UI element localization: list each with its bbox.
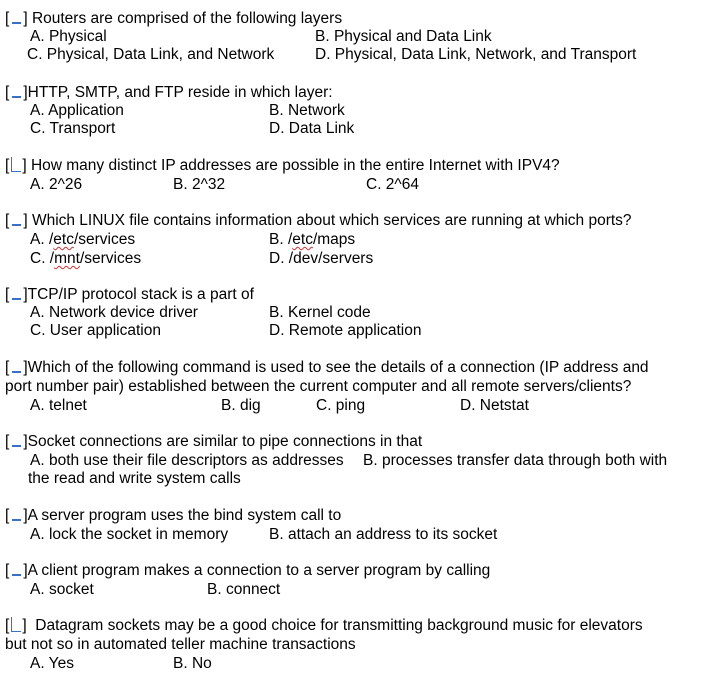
answer-blank-7[interactable] (11, 434, 22, 448)
question-6-prompt-continued: port number pair) established between the current computer and all remote servers/clients? (5, 378, 632, 395)
bracket-open: [ (5, 433, 10, 450)
question-10 (5, 617, 643, 635)
q3-option-c: C. 2^64 (366, 176, 419, 193)
q3-option-b: B. 2^32 (173, 176, 226, 193)
q2-option-b: B. Network (269, 102, 345, 119)
q6-option-c: C. ping (316, 397, 366, 414)
q1-option-c: C. Physical, Data Link, and Network (27, 46, 275, 63)
q1-option-d: D. Physical, Data Link, Network, and Transport (315, 46, 637, 63)
q6-option-a: A. telnet (30, 397, 87, 414)
question-1-prompt: Routers are comprised of the following layers (31, 10, 343, 27)
question-7-prompt: Socket connections are similar to pipe connections in that (27, 433, 423, 450)
q9-option-a: A. socket (30, 581, 94, 598)
answer-blank-4[interactable] (11, 213, 22, 227)
q5-option-b: B. Kernel code (269, 304, 371, 321)
question-2 (5, 84, 333, 102)
question-1 (5, 10, 342, 28)
q5-option-d: D. Remote application (269, 322, 422, 339)
q7-option-b: B. processes transfer data through both with (363, 452, 668, 469)
bracket-open: [ (5, 286, 10, 303)
bracket-open: [ (5, 617, 10, 634)
bracket-open: [ (5, 359, 10, 376)
q7-option-b-continued: the read and write system calls (28, 470, 241, 487)
question-4 (5, 212, 632, 230)
q8-option-b: B. attach an address to its socket (269, 526, 498, 543)
q2-option-a: A. Application (30, 102, 124, 119)
question-6 (5, 359, 649, 377)
q9-option-b: B. connect (207, 581, 281, 598)
bracket-close: ] (22, 617, 27, 634)
bracket-close: ] (23, 562, 28, 579)
bracket-close: ] (23, 507, 28, 524)
q4-option-b (269, 231, 355, 249)
q3-option-a: A. 2^26 (30, 176, 83, 193)
bracket-open: [ (5, 507, 10, 524)
answer-blank-8[interactable] (11, 508, 22, 522)
q4-option-c (30, 250, 141, 268)
q4-option-a (30, 231, 135, 249)
question-6-prompt: Which of the following command is used to see the details of a connection (IP address and (27, 359, 649, 376)
q4-option-c-suffix: /services (79, 250, 142, 267)
q6-option-b: B. dig (221, 397, 261, 414)
bracket-close: ] (23, 212, 28, 229)
question-9-prompt: A client program makes a connection to a server program by calling (27, 562, 491, 579)
q1-option-b: B. Physical and Data Link (315, 28, 492, 45)
q4-option-d: D. /dev/servers (269, 250, 374, 267)
q10-option-a: A. Yes (30, 655, 74, 672)
question-7 (5, 433, 422, 451)
q4-option-b-spellcheck-word: etc (292, 231, 313, 248)
q4-option-a-prefix: A. / (30, 231, 54, 248)
answer-blank-5[interactable] (11, 287, 22, 301)
bracket-open: [ (5, 84, 10, 101)
answer-blank-10[interactable] (11, 617, 21, 632)
bracket-close: ] (22, 157, 27, 174)
bracket-open: [ (5, 10, 10, 27)
question-5 (5, 286, 254, 304)
q4-option-c-spellcheck-word: mnt (54, 250, 80, 267)
question-10-prompt: Datagram sockets may be a good choice for transmitting background music for elevators (35, 617, 643, 634)
question-4-prompt: Which LINUX file contains information about which services are running at which ports? (31, 212, 632, 229)
question-2-prompt: HTTP, SMTP, and FTP reside in which layer: (27, 84, 333, 101)
q4-option-a-suffix: /services (73, 231, 136, 248)
bracket-close: ] (23, 433, 28, 450)
question-3-prompt: How many distinct IP addresses are possible in the entire Internet with IPV4? (30, 157, 560, 174)
q4-option-b-prefix: B. / (269, 231, 293, 248)
q1-option-a: A. Physical (30, 28, 107, 45)
answer-blank-6[interactable] (11, 360, 22, 374)
question-5-prompt: TCP/IP protocol stack is a part of (27, 286, 254, 303)
question-8-prompt: A server program uses the bind system call to (27, 507, 342, 524)
bracket-open: [ (5, 157, 10, 174)
q8-option-a: A. lock the socket in memory (30, 526, 229, 543)
q5-option-a: A. Network device driver (30, 304, 198, 321)
q2-option-c: C. Transport (30, 120, 116, 137)
question-10-prompt-continued: but not so in automated teller machine transactions (5, 636, 356, 653)
bracket-close: ] (23, 359, 28, 376)
answer-blank-9[interactable] (11, 563, 22, 577)
q2-option-d: D. Data Link (269, 120, 355, 137)
q4-option-a-spellcheck-word: etc (53, 231, 74, 248)
q4-option-b-suffix: /maps (312, 231, 356, 248)
q7-option-a: A. both use their file descriptors as addresses (30, 452, 344, 469)
bracket-close: ] (23, 286, 28, 303)
answer-blank-1[interactable] (11, 11, 22, 25)
question-9 (5, 562, 490, 580)
q5-option-c: C. User application (30, 322, 161, 339)
question-3 (5, 157, 560, 175)
bracket-close: ] (23, 84, 28, 101)
q10-option-b: B. No (173, 655, 212, 672)
question-8 (5, 507, 341, 525)
bracket-close: ] (23, 10, 28, 27)
answer-blank-3[interactable] (11, 157, 21, 172)
bracket-open: [ (5, 212, 10, 229)
answer-blank-2[interactable] (11, 85, 22, 99)
q4-option-c-prefix: C. / (30, 250, 55, 267)
bracket-open: [ (5, 562, 10, 579)
q6-option-d: D. Netstat (460, 397, 529, 414)
